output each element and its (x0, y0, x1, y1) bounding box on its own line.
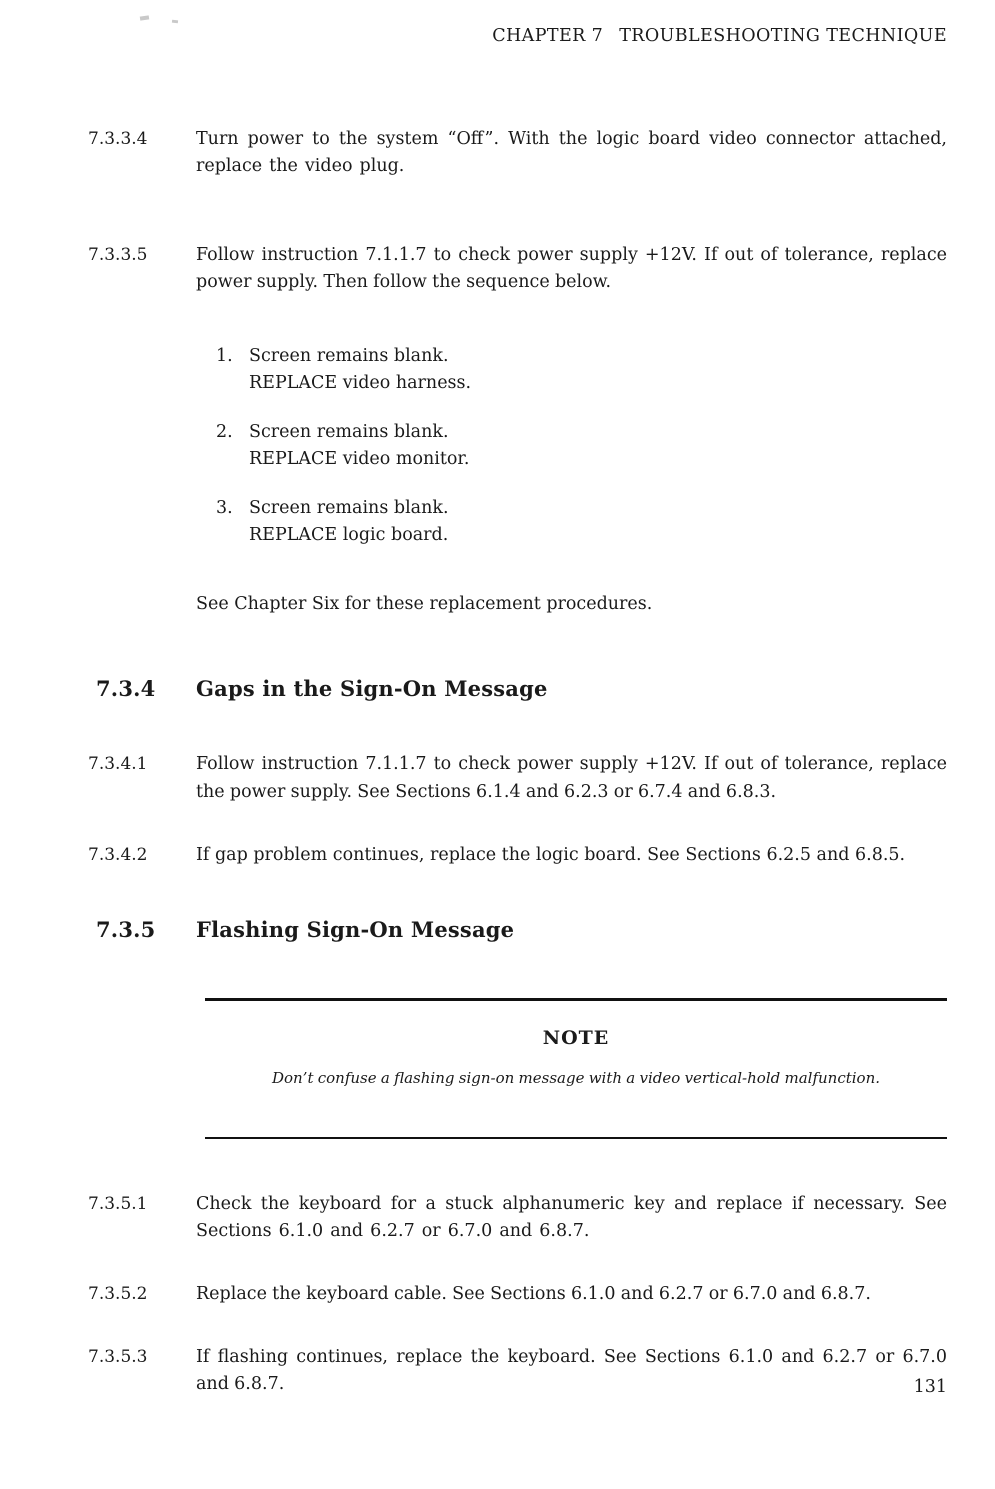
section-title: Flashing Sign-On Message (196, 916, 515, 942)
list-item-line: REPLACE video harness. (249, 372, 472, 393)
numbered-paragraph (88, 842, 947, 869)
paragraph-number: 7.3.4.1 (88, 754, 148, 775)
list-item-body (249, 495, 449, 549)
list-item (216, 495, 947, 549)
paragraph-text: Turn power to the system “Off”. With the logic board video connector attached, replace the video plug. (196, 129, 947, 177)
paragraph-text: If gap problem continues, replace the logic board. See Sections 6.2.5 and 6.8.5. (196, 844, 906, 865)
paragraph-text: Follow instruction 7.1.1.7 to check power supply +12V. If out of tolerance, replace power supply. Then follow the sequence below. (196, 245, 947, 293)
list-item-marker: 3. (216, 498, 233, 518)
note-text: Don’t confuse a flashing sign-on message with a video vertical-hold malfunction. (271, 1068, 881, 1087)
list-item-line: Screen remains blank. (249, 498, 449, 518)
scan-speck-icon (140, 15, 149, 20)
numbered-paragraph (88, 751, 947, 805)
replacement-sequence-list (88, 343, 947, 550)
scan-speck-icon (172, 20, 178, 24)
note-top-rule (205, 998, 947, 1001)
body-content (0, 126, 995, 1398)
paragraph-number: 7.3.4.2 (88, 844, 148, 865)
list-item (216, 419, 947, 473)
see-chapter-note: See Chapter Six for these replacement procedures. (196, 594, 653, 615)
list-item (216, 343, 947, 397)
paragraph-number: 7.3.3.4 (88, 129, 148, 149)
list-item-line: Screen remains blank. (249, 421, 449, 442)
list-item-marker: 2. (216, 421, 233, 442)
header-title: TROUBLESHOOTING TECHNIQUE (619, 26, 947, 46)
page-number: 131 (913, 1377, 947, 1397)
section-number: 7.3.5 (96, 916, 156, 942)
paragraph-text: Check the keyboard for a stuck alphanumeric key and replace if necessary. See Sections 6.1.0 and 6.2.7 or 6.7.0 and 6.8.7. (196, 1193, 947, 1241)
paragraph-number: 7.3.3.5 (88, 245, 148, 266)
list-item-line: REPLACE video monitor. (249, 448, 470, 469)
note-box (205, 998, 947, 1139)
list-item-body (249, 343, 471, 397)
list-item-line: Screen remains blank. (249, 345, 449, 366)
paragraph-text: If flashing continues, replace the keyboard. See Sections 6.1.0 and 6.2.7 or 6.7.0 and 6.8.7. (196, 1347, 947, 1395)
section-title: Gaps in the Sign-On Message (196, 676, 548, 702)
running-header (492, 26, 947, 46)
list-item-body (249, 419, 469, 473)
numbered-paragraph (88, 1191, 947, 1245)
numbered-paragraph (88, 242, 947, 296)
section-number: 7.3.4 (96, 676, 156, 702)
note-title: NOTE (542, 1026, 610, 1049)
paragraph-text: Replace the keyboard cable. See Sections 6.1.0 and 6.2.7 or 6.7.0 and 6.8.7. (196, 1284, 871, 1304)
paragraph-text: Follow instruction 7.1.1.7 to check power supply +12V. If out of tolerance, replace the power supply. See Sections 6.1.4 and 6.2.3 or 6.7.4 and 6.8.3. (196, 754, 947, 802)
paragraph-number: 7.3.5.3 (88, 1347, 148, 1368)
numbered-paragraph (88, 1281, 947, 1308)
section-heading-734 (96, 676, 947, 701)
numbered-paragraph (88, 126, 947, 180)
list-item-marker: 1. (216, 345, 233, 366)
paragraph-number: 7.3.5.1 (88, 1193, 148, 1214)
header-chapter-label: CHAPTER 7 (492, 26, 604, 46)
section-heading-735 (96, 917, 947, 942)
paragraph-number: 7.3.5.2 (88, 1284, 148, 1304)
numbered-paragraph (88, 1344, 947, 1398)
list-item-line: REPLACE logic board. (249, 525, 449, 546)
